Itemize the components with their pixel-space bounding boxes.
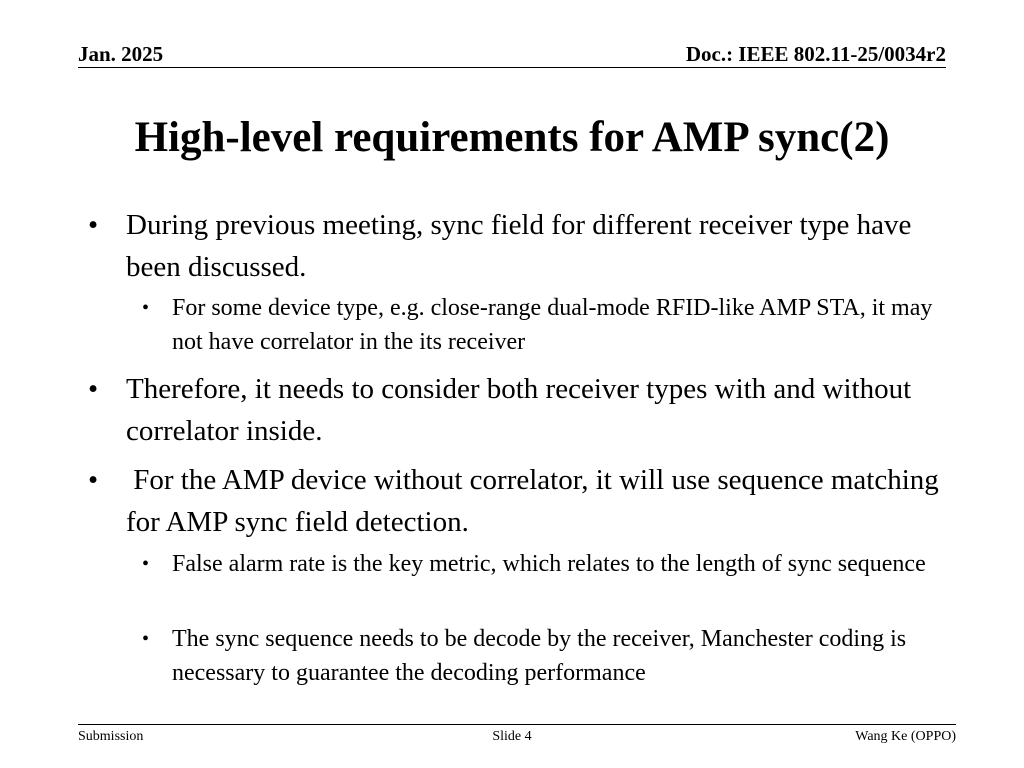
footer-slide-number: Slide 4 (492, 729, 532, 744)
bullet-item (88, 368, 956, 452)
sub-bullet-item (142, 547, 962, 581)
bullet-icon: • (88, 464, 99, 496)
bullet-icon: • (142, 297, 150, 319)
bullet-item (88, 204, 956, 288)
footer-submission: Submission (78, 729, 144, 744)
footer-divider (78, 724, 956, 725)
bullet-item (88, 459, 956, 543)
bullet-icon: • (88, 373, 99, 405)
sub-bullet-item (142, 622, 962, 690)
footer-author: Wang Ke (OPPO) (855, 729, 956, 744)
bullet-text: The sync sequence needs to be decode by the receiver, Manchester coding is necessary to guarantee the decoding performance (172, 626, 907, 686)
header-date: Jan. 2025 (78, 42, 164, 66)
bullet-icon: • (142, 553, 150, 575)
bullet-text: During previous meeting, sync field for different receiver type have been discussed. (126, 209, 912, 283)
header-doc-id: Doc.: IEEE 802.11-25/0034r2 (685, 42, 946, 66)
sub-bullet-item (142, 291, 962, 359)
bullet-text: For the AMP device without correlator, it will use sequence matching for AMP sync field detection. (126, 464, 947, 538)
bullet-text: Therefore, it needs to consider both receiver types with and without correlator inside. (126, 373, 912, 447)
bullet-icon: • (142, 628, 150, 650)
slide-title: High-level requirements for AMP sync(2) (134, 114, 890, 161)
bullet-icon: • (88, 209, 99, 241)
bullet-text: False alarm rate is the key metric, which relates to the length of sync sequence (172, 551, 926, 577)
bullet-text: For some device type, e.g. close-range dual-mode RFID-like AMP STA, it may not have correlator in the its receiver (172, 295, 933, 355)
